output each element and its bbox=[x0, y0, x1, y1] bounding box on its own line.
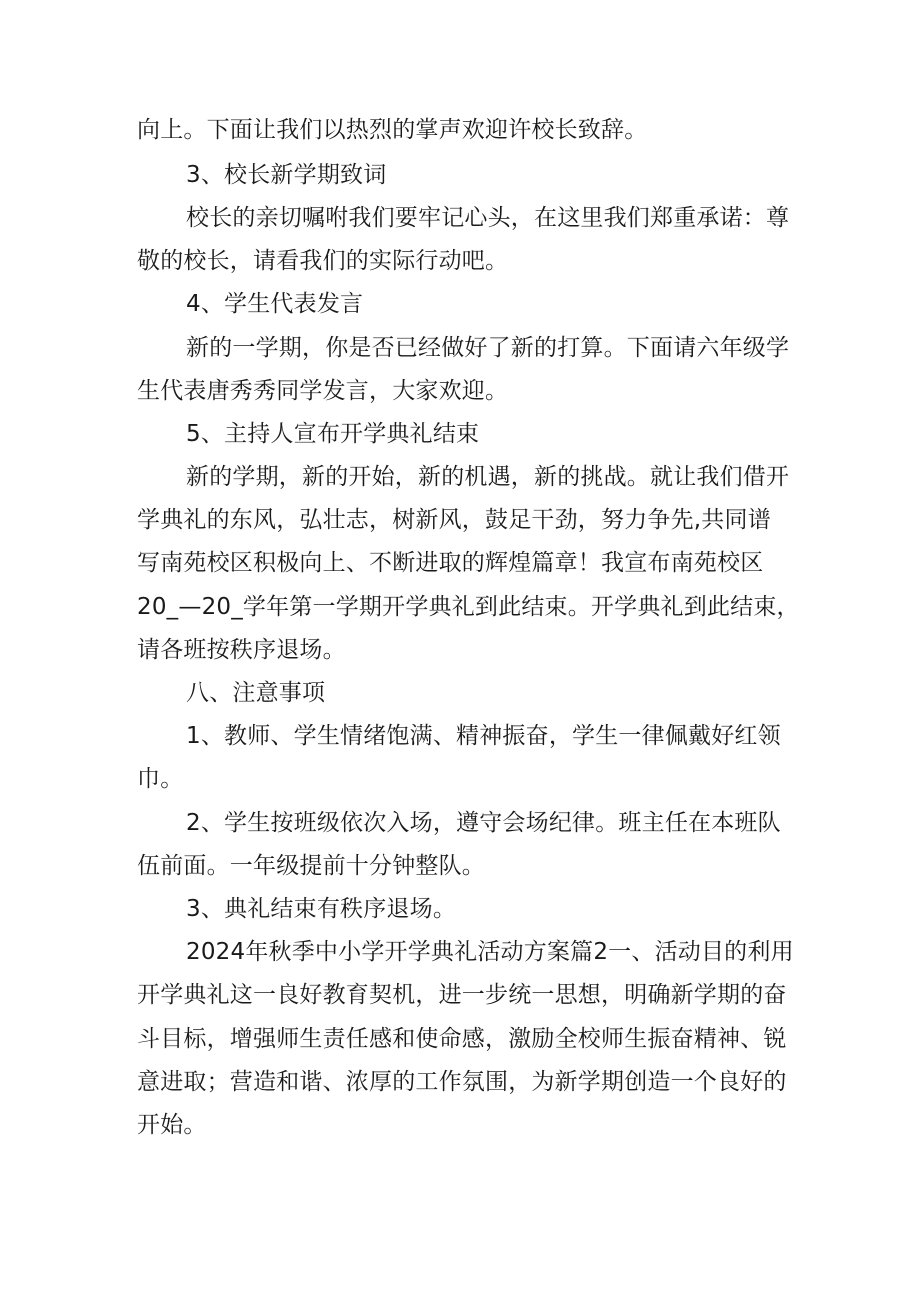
text-line: 敬的校长，请看我们的实际行动吧。 bbox=[137, 248, 509, 274]
section-heading: 5、主持人宣布开学典礼结束 bbox=[186, 421, 480, 447]
text-line: 新的一学期，你是否已经做好了新的打算。下面请六年级学 bbox=[186, 335, 790, 361]
text-line: 意进取；营造和谐、浓厚的工作氛围，为新学期创造一个良好的 bbox=[137, 1069, 787, 1095]
text-line: 写南苑校区积极向上、不断进取的辉煌篇章！我宣布南苑校区 bbox=[137, 550, 764, 576]
text-line: 开始。 bbox=[137, 1112, 207, 1138]
text-line: 校长的亲切嘱咐我们要牢记心头，在这里我们郑重承诺：尊 bbox=[186, 205, 790, 231]
section-heading: 八、注意事项 bbox=[186, 680, 326, 706]
text-line: 伍前面。一年级提前十分钟整队。 bbox=[137, 853, 485, 879]
text-line: 新的学期，新的开始，新的机遇，新的挑战。就让我们借开 bbox=[186, 464, 790, 490]
section-heading: 3、校长新学期致词 bbox=[186, 162, 387, 188]
section-heading: 4、学生代表发言 bbox=[186, 291, 364, 317]
text-line: 向上。下面让我们以热烈的掌声欢迎许校长致辞。 bbox=[137, 117, 648, 143]
text-line: 请各班按秩序退场。 bbox=[137, 637, 346, 663]
text-line: 3、典礼结束有秩序退场。 bbox=[186, 896, 457, 922]
text-line: 斗目标，增强师生责任感和使命感，激励全校师生振奋精神、锐 bbox=[137, 1026, 787, 1052]
text-line: 2024年秋季中小学开学典礼活动方案篇2一、活动目的利用 bbox=[186, 939, 794, 965]
text-line: 20_—20_学年第一学期开学典礼到此结束。开学典礼到此结束， bbox=[137, 594, 800, 620]
text-line: 学典礼的东风，弘壮志，树新风，鼓足干劲，努力争先,共同谱 bbox=[137, 507, 771, 533]
text-line: 2、学生按班级依次入场，遵守会场纪律。班主任在本班队 bbox=[186, 810, 781, 836]
text-line: 生代表唐秀秀同学发言，大家欢迎。 bbox=[137, 378, 509, 404]
text-line: 开学典礼这一良好教育契机，进一步统一思想，明确新学期的奋 bbox=[137, 982, 787, 1008]
text-line: 1、教师、学生情绪饱满、精神振奋，学生一律佩戴好红领 bbox=[186, 723, 781, 749]
text-line: 巾。 bbox=[137, 766, 184, 792]
